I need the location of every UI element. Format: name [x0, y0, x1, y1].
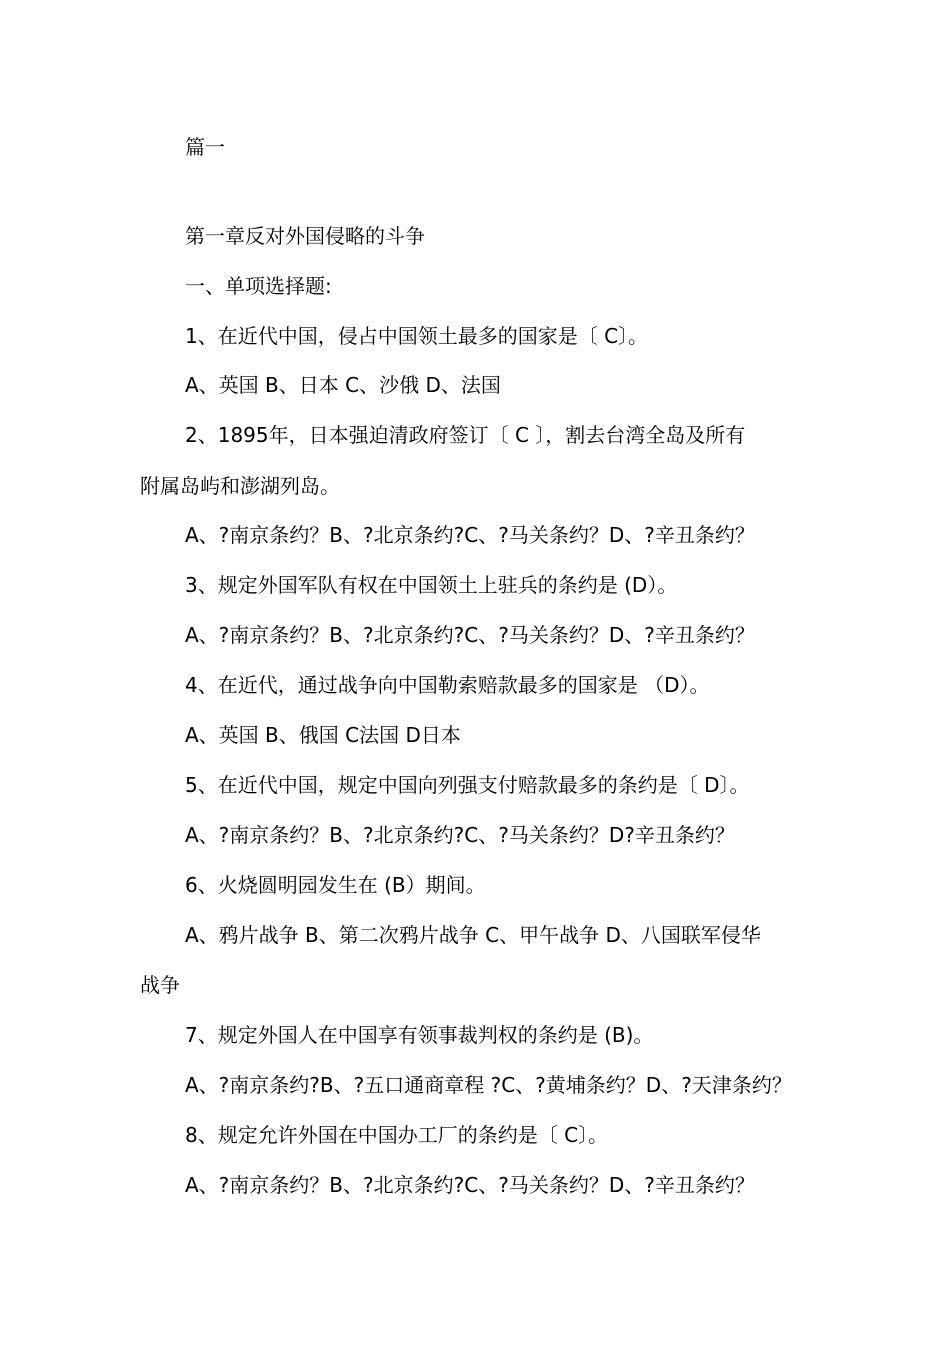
- question-1-options: A、英国 B、日本 C、沙俄 D、法国: [185, 373, 501, 397]
- section-title: 一、单项选择题:: [185, 274, 332, 298]
- question-2: 2、1895年，日本强迫清政府签订〔 C 〕，割去台湾全岛及所有: [185, 423, 746, 447]
- question-8-options: A、?南京条约？B、?北京条约?C、?马关条约？D、?辛丑条约？: [185, 1173, 755, 1197]
- question-2-options: A、?南京条约？B、?北京条约?C、?马关条约？D、?辛丑条约？: [185, 523, 755, 547]
- question-6-options-continued: 战争: [140, 973, 180, 997]
- chapter-title: 第一章反对外国侵略的斗争: [185, 224, 425, 248]
- question-2-continued: 附属岛屿和澎湖列岛。: [140, 474, 340, 498]
- question-3-options: A、?南京条约？B、?北京条约?C、?马关条约？D、?辛丑条约？: [185, 623, 755, 647]
- question-4: 4、在近代，通过战争向中国勒索赔款最多的国家是 （D）。: [185, 673, 710, 697]
- heading: 篇一: [185, 135, 225, 159]
- question-1: 1、在近代中国，侵占中国领土最多的国家是〔 C〕。: [185, 324, 649, 348]
- question-6: 6、火烧圆明园发生在 (B）期间。: [185, 873, 486, 897]
- question-6-options: A、鸦片战争 B、第二次鸦片战争 C、甲午战争 D、八国联军侵华: [185, 923, 761, 947]
- question-5: 5、在近代中国，规定中国向列强支付赔款最多的条约是〔 D〕。: [185, 773, 750, 797]
- question-7: 7、规定外国人在中国享有领事裁判权的条约是 (B)。: [185, 1023, 654, 1047]
- question-3: 3、规定外国军队有权在中国领土上驻兵的条约是 (D）。: [185, 573, 678, 597]
- question-5-options: A、?南京条约？B、?北京条约?C、?马关条约？D?辛丑条约？: [185, 823, 735, 847]
- question-4-options: A、英国 B、俄国 C法国 D日本: [185, 723, 461, 747]
- question-8: 8、规定允许外国在中国办工厂的条约是〔 C〕。: [185, 1123, 609, 1147]
- question-7-options: A、?南京条约?B、?五口通商章程 ?C、?黄埔条约？D、?天津条约？: [185, 1073, 792, 1097]
